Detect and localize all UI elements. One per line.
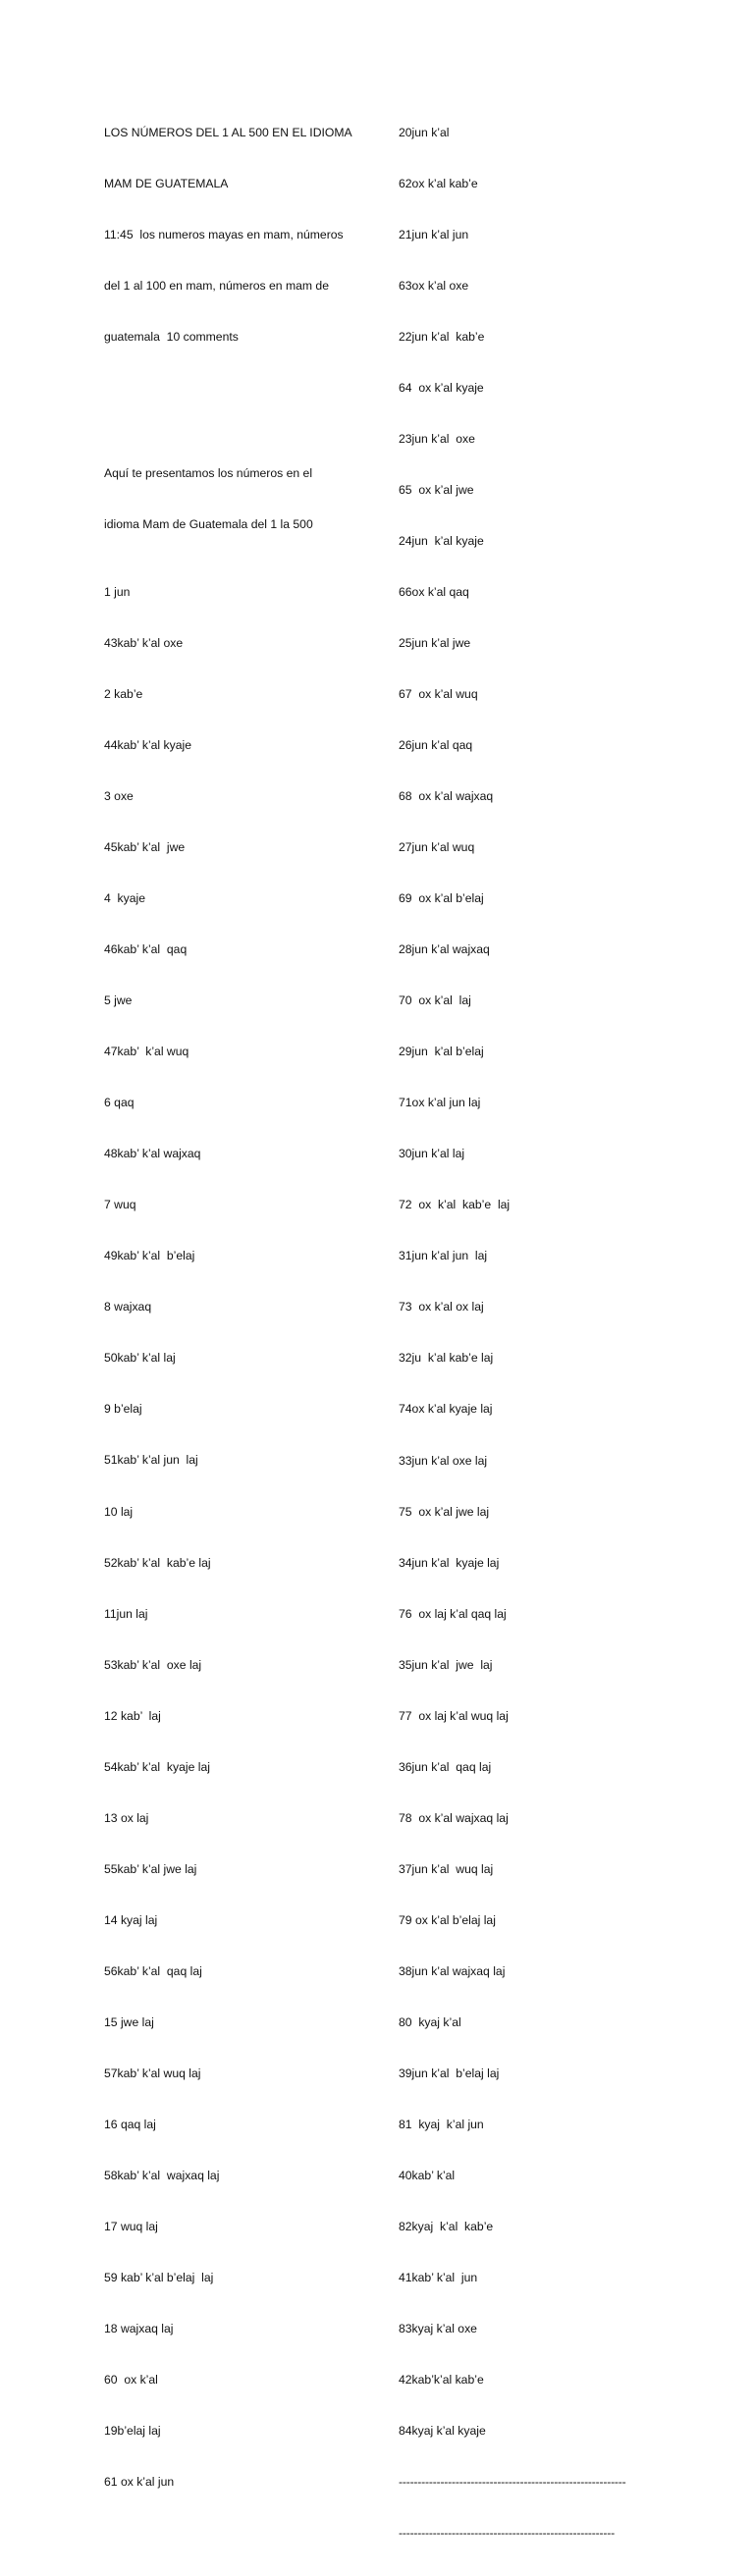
post-meta-line-1: 11:45 los numeros mayas en mam, números	[104, 227, 344, 242]
list-item: 21jun k’al jun	[399, 227, 469, 242]
list-item: 44kab’ k’al kyaje	[104, 738, 191, 753]
list-item: 80 kyaj k’al	[399, 2014, 461, 2029]
post-meta-line-2: del 1 al 100 en mam, números en mam de	[104, 278, 329, 293]
list-item: 12 kab’ laj	[104, 1708, 161, 1723]
list-item: 42kab’k’al kab’e	[399, 2373, 484, 2388]
list-item: 36jun k’al qaq laj	[399, 1759, 492, 1774]
list-item: 37jun k’al wuq laj	[399, 1861, 494, 1876]
list-item: 1 jun	[104, 584, 131, 599]
list-item: 59 kab’ k’al b’elaj laj	[104, 2270, 214, 2284]
list-item: 84kyaj k’al kyaje	[399, 2424, 486, 2439]
list-item: 26jun k’al qaq	[399, 738, 473, 753]
list-item: 68 ox k’al wajxaq	[399, 789, 494, 804]
list-item: 65 ox k’al jwe	[399, 482, 474, 497]
list-item: 50kab’ k’al laj	[104, 1351, 176, 1366]
list-item: 75 ox k’al jwe laj	[399, 1504, 490, 1519]
list-item: 79 ox k’al b’elaj laj	[399, 1912, 496, 1927]
separator-line-1: ------------------------------------------------------------	[399, 2475, 626, 2490]
list-item: 73 ox k’al ox laj	[399, 1300, 484, 1315]
list-item: 2 kab’e	[104, 687, 143, 701]
list-item: 25jun k’al jwe	[399, 636, 471, 650]
document-title-line-1: LOS NÚMEROS DEL 1 AL 500 EN EL IDIOMA	[104, 125, 352, 139]
list-item: 31jun k’al jun laj	[399, 1249, 488, 1263]
list-item: 70 ox k’al laj	[399, 993, 471, 1008]
list-item: 5 jwe	[104, 993, 133, 1008]
list-item: 82kyaj k’al kab’e	[399, 2219, 494, 2233]
list-item: 74ox k’al kyaje laj	[399, 1402, 493, 1417]
list-item: 24jun k’al kyaje	[399, 533, 484, 548]
list-item: 11jun laj	[104, 1606, 148, 1621]
list-item: 13 ox laj	[104, 1810, 149, 1825]
list-item: 63ox k’al oxe	[399, 278, 469, 293]
post-meta-line-3: guatemala 10 comments	[104, 329, 239, 344]
right-column	[399, 90, 683, 2576]
list-item: 4 kyaje	[104, 891, 146, 906]
list-item: 52kab’ k’al kab’e laj	[104, 1555, 211, 1570]
list-item: 7 wuq	[104, 1198, 136, 1212]
list-item: 81 kyaj k’al jun	[399, 2117, 484, 2131]
list-item: 49kab’ k’al b’elaj	[104, 1249, 195, 1263]
list-item: 41kab’ k’al jun	[399, 2271, 478, 2284]
list-item: 71ox k’al jun laj	[399, 1096, 481, 1110]
list-item: 18 wajxaq laj	[104, 2322, 174, 2335]
list-item: 46kab’ k’al qaq	[104, 942, 188, 957]
list-item: 35jun k’al jwe laj	[399, 1657, 493, 1672]
list-item: 78 ox k’al wajxaq laj	[399, 1810, 509, 1825]
list-item: 19b’elaj laj	[104, 2424, 161, 2439]
list-item: 3 oxe	[104, 789, 134, 804]
list-item: 38jun k’al wajxaq laj	[399, 1963, 506, 1978]
list-item: 61 ox k’al jun	[104, 2475, 175, 2490]
list-item: 29jun k’al b’elaj	[399, 1045, 484, 1059]
list-item: 39jun k’al b’elaj laj	[399, 2066, 500, 2080]
list-item: 66ox k’al qaq	[399, 584, 469, 599]
list-item: 60 ox k’al	[104, 2373, 158, 2388]
list-item: 9 b’elaj	[104, 1402, 142, 1417]
list-item: 8 wajxaq	[104, 1300, 152, 1315]
document-title-line-2: MAM DE GUATEMALA	[104, 176, 229, 190]
list-item: 34jun k’al kyaje laj	[399, 1555, 500, 1570]
list-item: 23jun k’al oxe	[399, 431, 475, 446]
list-item: 54kab’ k’al kyaje laj	[104, 1759, 210, 1774]
list-item: 64 ox k’al kyaje	[399, 380, 484, 395]
list-item: 14 kyaj laj	[104, 1912, 158, 1927]
list-item: 15 jwe laj	[104, 2014, 154, 2029]
list-item: 28jun k’al wajxaq	[399, 942, 490, 957]
list-item: 55kab’ k’al jwe laj	[104, 1861, 197, 1876]
list-item: 47kab’ k’al wuq	[104, 1045, 189, 1059]
list-item: 40kab’ k’al	[399, 2168, 456, 2182]
list-item: 58kab’ k’al wajxaq laj	[104, 2168, 220, 2182]
separator-line-2: ---------------------------------------------------------	[399, 2526, 615, 2541]
list-item: 76 ox laj k’al qaq laj	[399, 1606, 507, 1621]
list-item: 83kyaj k’al oxe	[399, 2322, 477, 2336]
list-item: 57kab’ k’al wuq laj	[104, 2066, 201, 2080]
list-item: 67 ox k’al wuq	[399, 687, 478, 702]
list-item: 17 wuq laj	[104, 2219, 158, 2233]
list-item: 22jun k’al kab’e	[399, 329, 485, 344]
list-item: 69 ox k’al b’elaj	[399, 891, 484, 906]
list-item: 56kab’ k’al qaq laj	[104, 1963, 202, 1978]
list-item: 30jun k’al laj	[399, 1147, 465, 1161]
intro-line-1: Aquí te presentamos los números en el	[104, 465, 313, 480]
list-item: 45kab’ k’al jwe	[104, 840, 186, 855]
list-item: 62ox k’al kab’e	[399, 176, 478, 190]
list-item: 53kab’ k’al oxe laj	[104, 1657, 202, 1672]
list-item: 6 qaq	[104, 1096, 135, 1110]
list-item: 51kab’ k’al jun laj	[104, 1453, 198, 1468]
list-item: 20jun k’al	[399, 125, 450, 139]
list-item: 27jun k’al wuq	[399, 840, 475, 855]
list-item: 43kab’ k’al oxe	[104, 635, 184, 650]
list-item: 77 ox laj k’al wuq laj	[399, 1708, 509, 1723]
intro-line-2: idioma Mam de Guatemala del 1 la 500	[104, 516, 313, 531]
list-item: 33jun k’al oxe laj	[399, 1453, 488, 1468]
list-item: 10 laj	[104, 1504, 134, 1519]
list-item: 16 qaq laj	[104, 2117, 156, 2131]
list-item: 48kab’ k’al wajxaq	[104, 1147, 201, 1161]
left-column	[104, 90, 379, 2525]
list-item: 72 ox k’al kab’e laj	[399, 1198, 511, 1212]
section-spacer	[104, 380, 379, 431]
list-item: 32ju k’al kab’e laj	[399, 1351, 494, 1366]
